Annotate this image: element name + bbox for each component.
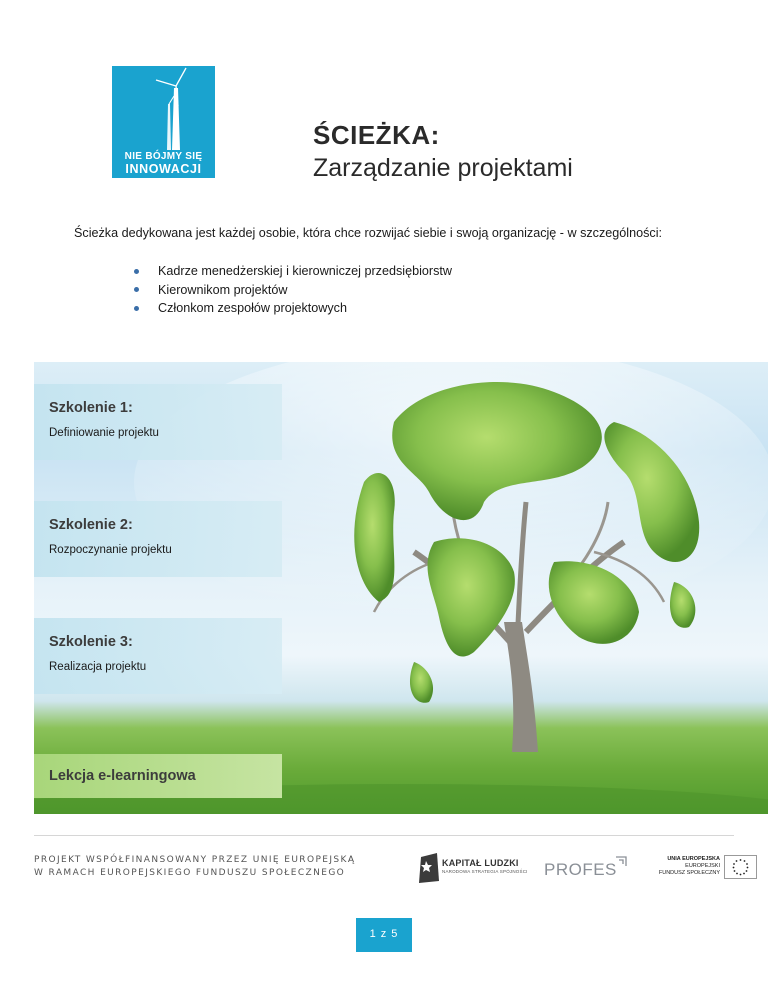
kapital-ludzki-name: KAPITAŁ LUDZKI: [442, 858, 519, 868]
eu-note-line1: PROJEKT WSPÓŁFINANSOWANY PRZEZ UNIĘ EUROPEJSKĄ: [34, 855, 356, 865]
page-number: 1 z 5: [369, 928, 399, 940]
elearning-card[interactable]: [34, 754, 282, 798]
training-title: Szkolenie 1:: [49, 400, 133, 416]
bullet-icon: [134, 306, 139, 311]
eu-line1: UNIA EUROPEJSKA: [667, 856, 720, 862]
page-subtitle: Zarządzanie projektami: [313, 154, 573, 182]
training-title: Szkolenie 2:: [49, 517, 133, 533]
list-item: [134, 299, 452, 318]
kapital-ludzki-subtitle: NARODOWA STRATEGIA SPÓJNOŚCI: [442, 869, 528, 874]
list-item-text: Członkom zespołów projektowych: [158, 301, 347, 315]
training-card-2[interactable]: [34, 501, 282, 577]
training-name: Realizacja projektu: [49, 661, 147, 673]
bullet-icon: [134, 269, 139, 274]
list-item: [134, 262, 452, 281]
audience-list: [134, 262, 452, 318]
eu-line2: EUROPEJSKI: [685, 863, 720, 869]
list-item-text: Kadrze menedżerskiej i kierowniczej przedsiębiorstw: [158, 264, 452, 278]
training-name: Definiowanie projektu: [49, 427, 159, 439]
training-card-1[interactable]: [34, 384, 282, 460]
eu-fund-label: [640, 856, 720, 877]
training-card-3[interactable]: [34, 618, 282, 694]
intro-paragraph: Ścieżka dedykowana jest każdej osobie, która chce rozwijać siebie i swoją organizację - w szczególności:: [74, 226, 662, 240]
profes-logo-text: PROFES: [544, 860, 617, 879]
training-name: Rozpoczynanie projektu: [49, 544, 172, 556]
list-item: [134, 281, 452, 300]
eu-flag-icon: [724, 855, 757, 879]
elearning-label: Lekcja e-learningowa: [49, 768, 196, 784]
logo-text-line1: NIE BÓJMY SIĘ: [124, 151, 203, 162]
page-number-badge: [356, 918, 412, 952]
bullet-icon: [134, 287, 139, 292]
page-title: ŚCIEŻKA:: [313, 120, 440, 150]
logo-text-line2: INNOWACJI: [125, 162, 202, 176]
eu-cofinancing-note: [34, 854, 355, 880]
list-item-text: Kierownikom projektów: [158, 282, 288, 297]
profes-mark-icon: [614, 855, 628, 867]
eu-line3: FUNDUSZ SPOŁECZNY: [658, 870, 720, 876]
nie-bojmy-sie-innowacji-logo: [112, 66, 215, 178]
footer-divider: [34, 835, 734, 836]
eu-note-line2: W RAMACH EUROPEJSKIEGO FUNDUSZU SPOŁECZNEGO: [34, 868, 346, 878]
training-title: Szkolenie 3:: [49, 634, 133, 650]
